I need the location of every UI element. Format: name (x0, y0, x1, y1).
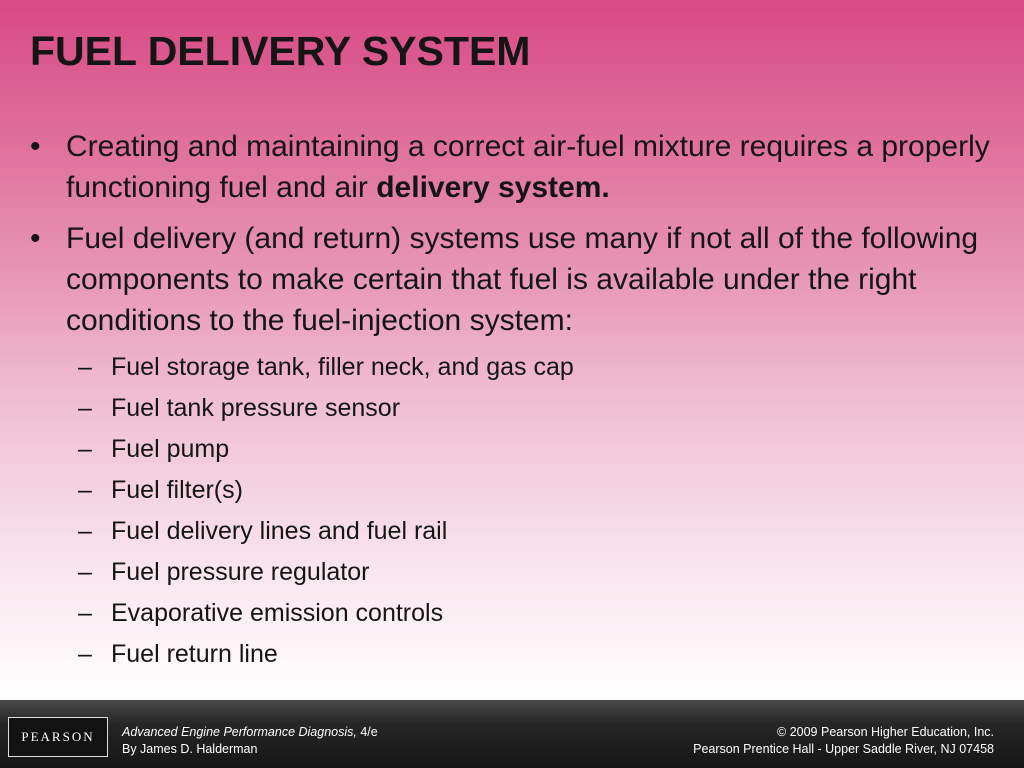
component-label: Fuel tank pressure sensor (111, 394, 401, 422)
book-credit (122, 724, 378, 758)
component-label: Fuel storage tank, filler neck, and gas cap (111, 353, 574, 381)
component-label: Fuel pump (111, 435, 230, 463)
component-item (30, 470, 1005, 511)
component-item (30, 593, 1005, 634)
pearson-logo (8, 717, 108, 757)
component-label: Fuel return line (111, 640, 278, 668)
slide-footer (0, 700, 1024, 768)
dash-symbol: – (78, 599, 92, 627)
component-item (30, 388, 1005, 429)
publisher-address: Pearson Prentice Hall - Upper Saddle River, NJ 07458 (693, 742, 994, 756)
publisher-credit (693, 724, 994, 758)
dash-symbol: – (78, 517, 92, 545)
book-title-line (122, 724, 378, 741)
bullet-fuel-delivery-components (30, 218, 1005, 341)
bullet-air-fuel-mixture (30, 126, 1005, 208)
dash-symbol: – (78, 558, 92, 586)
book-title: Advanced Engine Performance Diagnosis, (122, 725, 357, 739)
pearson-logo-text: PEARSON (21, 729, 95, 744)
dash-symbol: – (78, 476, 92, 504)
slide-content (30, 126, 1005, 675)
bullet-bold-text: delivery system. (376, 171, 610, 204)
component-item (30, 634, 1005, 675)
bullet-symbol: • (30, 222, 41, 255)
dash-symbol: – (78, 640, 92, 668)
component-item (30, 552, 1005, 593)
bullet-symbol: • (30, 130, 41, 163)
book-edition: 4/e (356, 725, 378, 739)
component-label: Fuel pressure regulator (111, 558, 370, 586)
dash-symbol: – (78, 353, 92, 381)
component-list (30, 347, 1005, 675)
dash-symbol: – (78, 394, 92, 422)
copyright-notice: © 2009 Pearson Higher Education, Inc. (777, 725, 994, 739)
book-author: By James D. Halderman (122, 742, 258, 756)
component-item (30, 347, 1005, 388)
component-item (30, 511, 1005, 552)
bullet-text: Fuel delivery (and return) systems use many if not all of the following components to make certain that fuel is available under the right conditions to the fuel-injection system: (66, 222, 979, 337)
component-label: Fuel delivery lines and fuel rail (111, 517, 448, 545)
slide-title: FUEL DELIVERY SYSTEM (30, 28, 531, 74)
bullet-text: Creating and maintaining a correct air-fuel mixture requires a properly functioning fuel and air (66, 130, 990, 204)
component-label: Fuel filter(s) (111, 476, 243, 504)
component-label: Evaporative emission controls (111, 599, 444, 627)
component-item (30, 429, 1005, 470)
dash-symbol: – (78, 435, 92, 463)
